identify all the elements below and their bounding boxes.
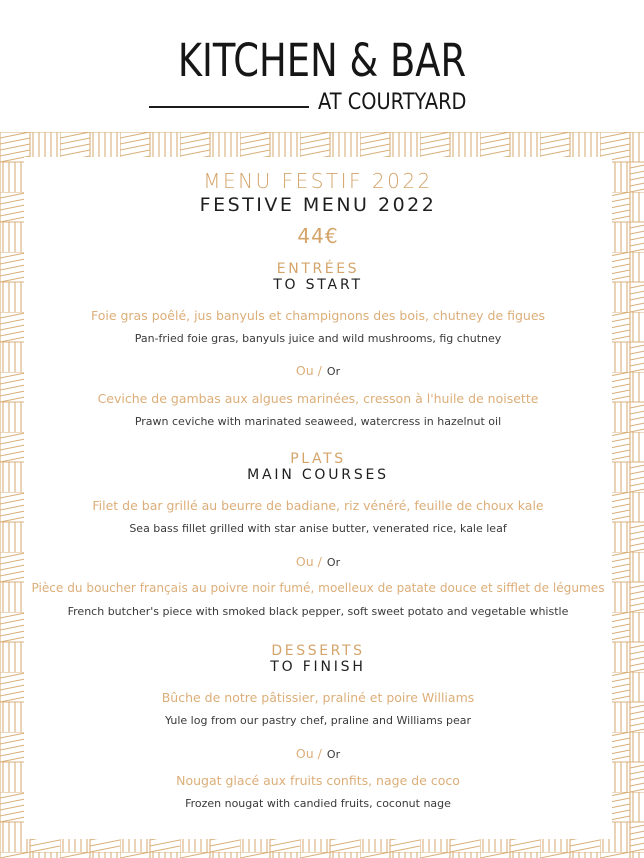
section-title-fr: ENTRÉES — [276, 261, 360, 277]
dish-name-en: Pan-fried foie gras, banyuls juice and wild mushrooms, fig chutney — [134, 332, 502, 345]
or-separator — [24, 551, 612, 570]
menu-card — [24, 157, 612, 839]
logo-subtitle: AT COURTYARD — [318, 90, 467, 115]
menu-title-fr: MENU FESTIF 2022 — [203, 169, 433, 193]
dish-name-en: Prawn ceviche with marinated seaweed, watercress in hazelnut oil — [134, 415, 502, 428]
or-label-en: Or — [326, 365, 341, 378]
menu-title-en: FESTIVE MENU 2022 — [199, 194, 437, 216]
dish-name-fr: Ceviche de gambas aux algues marinées, cresson à l'huile de noisette — [97, 391, 539, 406]
dish-name-fr: Bûche de notre pâtissier, praliné et poire Williams — [161, 690, 475, 705]
section-title-en: TO START — [273, 277, 363, 293]
dish-name-en: Frozen nougat with candied fruits, coconut nage — [185, 797, 451, 810]
dish-name-fr: Filet de bar grillé au beurre de badiane, riz vénéré, feuille de choux kale — [92, 498, 544, 513]
or-label-en: Or — [326, 748, 341, 761]
section-title-fr: DESSERTS — [271, 643, 365, 659]
section-title-en: TO FINISH — [270, 659, 366, 675]
or-label-fr: Ou / — [295, 554, 322, 569]
dish-name-fr: Pièce du boucher français au poivre noir fumé, moelleux de patate douce et sifflet de légumes — [31, 581, 605, 595]
dish-name-en: French butcher's piece with smoked black pepper, soft sweet potato and vegetable whistle — [67, 605, 569, 618]
or-label-fr: Ou / — [295, 363, 322, 378]
section-title-fr: PLATS — [290, 451, 346, 467]
dish-name-fr: Foie gras poêlé, jus banyuls et champignons des bois, chutney de figues — [90, 308, 546, 323]
or-label-en: Or — [326, 556, 341, 569]
section-title-en: MAIN COURSES — [247, 467, 389, 483]
dish-name-en: Yule log from our pastry chef, praline and Williams pear — [164, 714, 472, 727]
dish-name-fr: Nougat glacé aux fruits confits, nage de coco — [176, 773, 460, 788]
logo-underline — [149, 106, 309, 108]
or-label-fr: Ou / — [295, 746, 322, 761]
or-separator — [24, 743, 612, 762]
menu-price: 44€ — [297, 224, 339, 248]
logo-title: KITCHEN & BAR — [177, 34, 467, 87]
or-separator — [24, 360, 612, 379]
header — [0, 0, 644, 132]
dish-name-en: Sea bass fillet grilled with star anise butter, venerated rice, kale leaf — [129, 522, 507, 535]
